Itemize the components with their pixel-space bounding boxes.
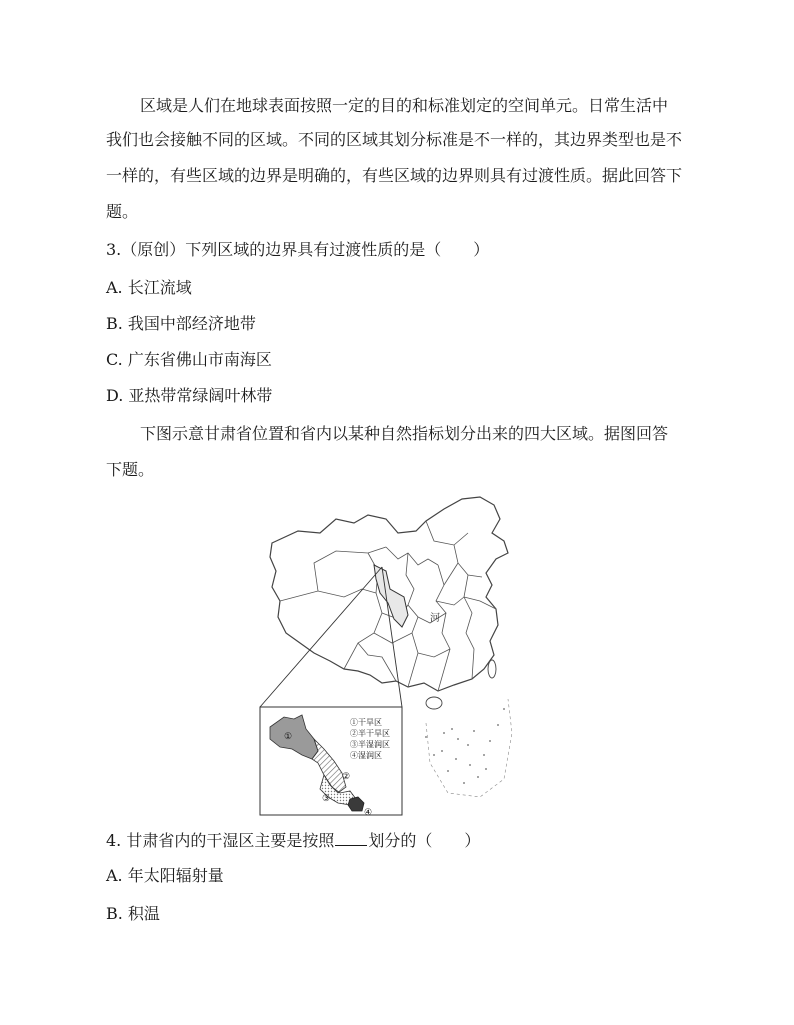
question-4-option-a: A. 年太阳辐射量	[106, 866, 224, 885]
question-3-option-a: A. 长江流域	[106, 278, 192, 297]
map-figure	[258, 493, 520, 819]
legend-item-1: ①干旱区	[350, 718, 382, 727]
region-mark-3: ③	[322, 794, 331, 804]
china-gansu-map	[258, 493, 520, 819]
intro-line-1: 区域是人们在地球表面按照一定的目的和标准划定的空间单元。日常生活中	[140, 96, 669, 115]
question-3-option-b: B. 我国中部经济地带	[106, 314, 256, 333]
question-3-option-c: C. 广东省佛山市南海区	[106, 350, 272, 369]
taiwan-island	[488, 660, 496, 678]
nine-dash-line	[426, 699, 512, 797]
intro2-line-1: 下图示意甘肃省位置和省内以某种自然指标划分出来的四大区域。据图回答	[140, 424, 669, 443]
intro-line-2: 我们也会接触不同的区域。不同的区域其划分标准是不一样的，其边界类型也是不	[106, 130, 683, 149]
region-mark-1: ①	[284, 732, 293, 742]
region-mark-4: ④	[364, 808, 373, 818]
question-3-stem: 3.（原创）下列区域的边界具有过渡性质的是（ ）	[106, 240, 490, 259]
river-label: 河	[430, 613, 440, 624]
legend-item-4: ④湿润区	[350, 751, 382, 760]
hainan-island	[426, 697, 442, 709]
legend-item-2: ②半干旱区	[350, 729, 390, 738]
legend-item-3: ③半湿润区	[350, 740, 390, 749]
intro-line-4: 题。	[106, 202, 139, 221]
answer-blank	[335, 830, 367, 846]
question-4-stem-after: 划分的（ ）	[368, 831, 481, 850]
region-mark-2: ②	[342, 772, 351, 782]
intro2-line-2: 下题。	[106, 460, 155, 479]
question-4-option-b: B. 积温	[106, 904, 160, 923]
south-china-sea-islands	[425, 708, 505, 784]
question-4-stem-before: 4. 甘肃省内的干湿区主要是按照	[106, 831, 335, 850]
question-4-stem	[106, 830, 480, 851]
intro-line-3: 一样的，有些区域的边界是明确的，有些区域的边界则具有过渡性质。据此回答下	[106, 166, 683, 185]
question-3-option-d: D. 亚热带常绿阔叶林带	[106, 386, 273, 405]
